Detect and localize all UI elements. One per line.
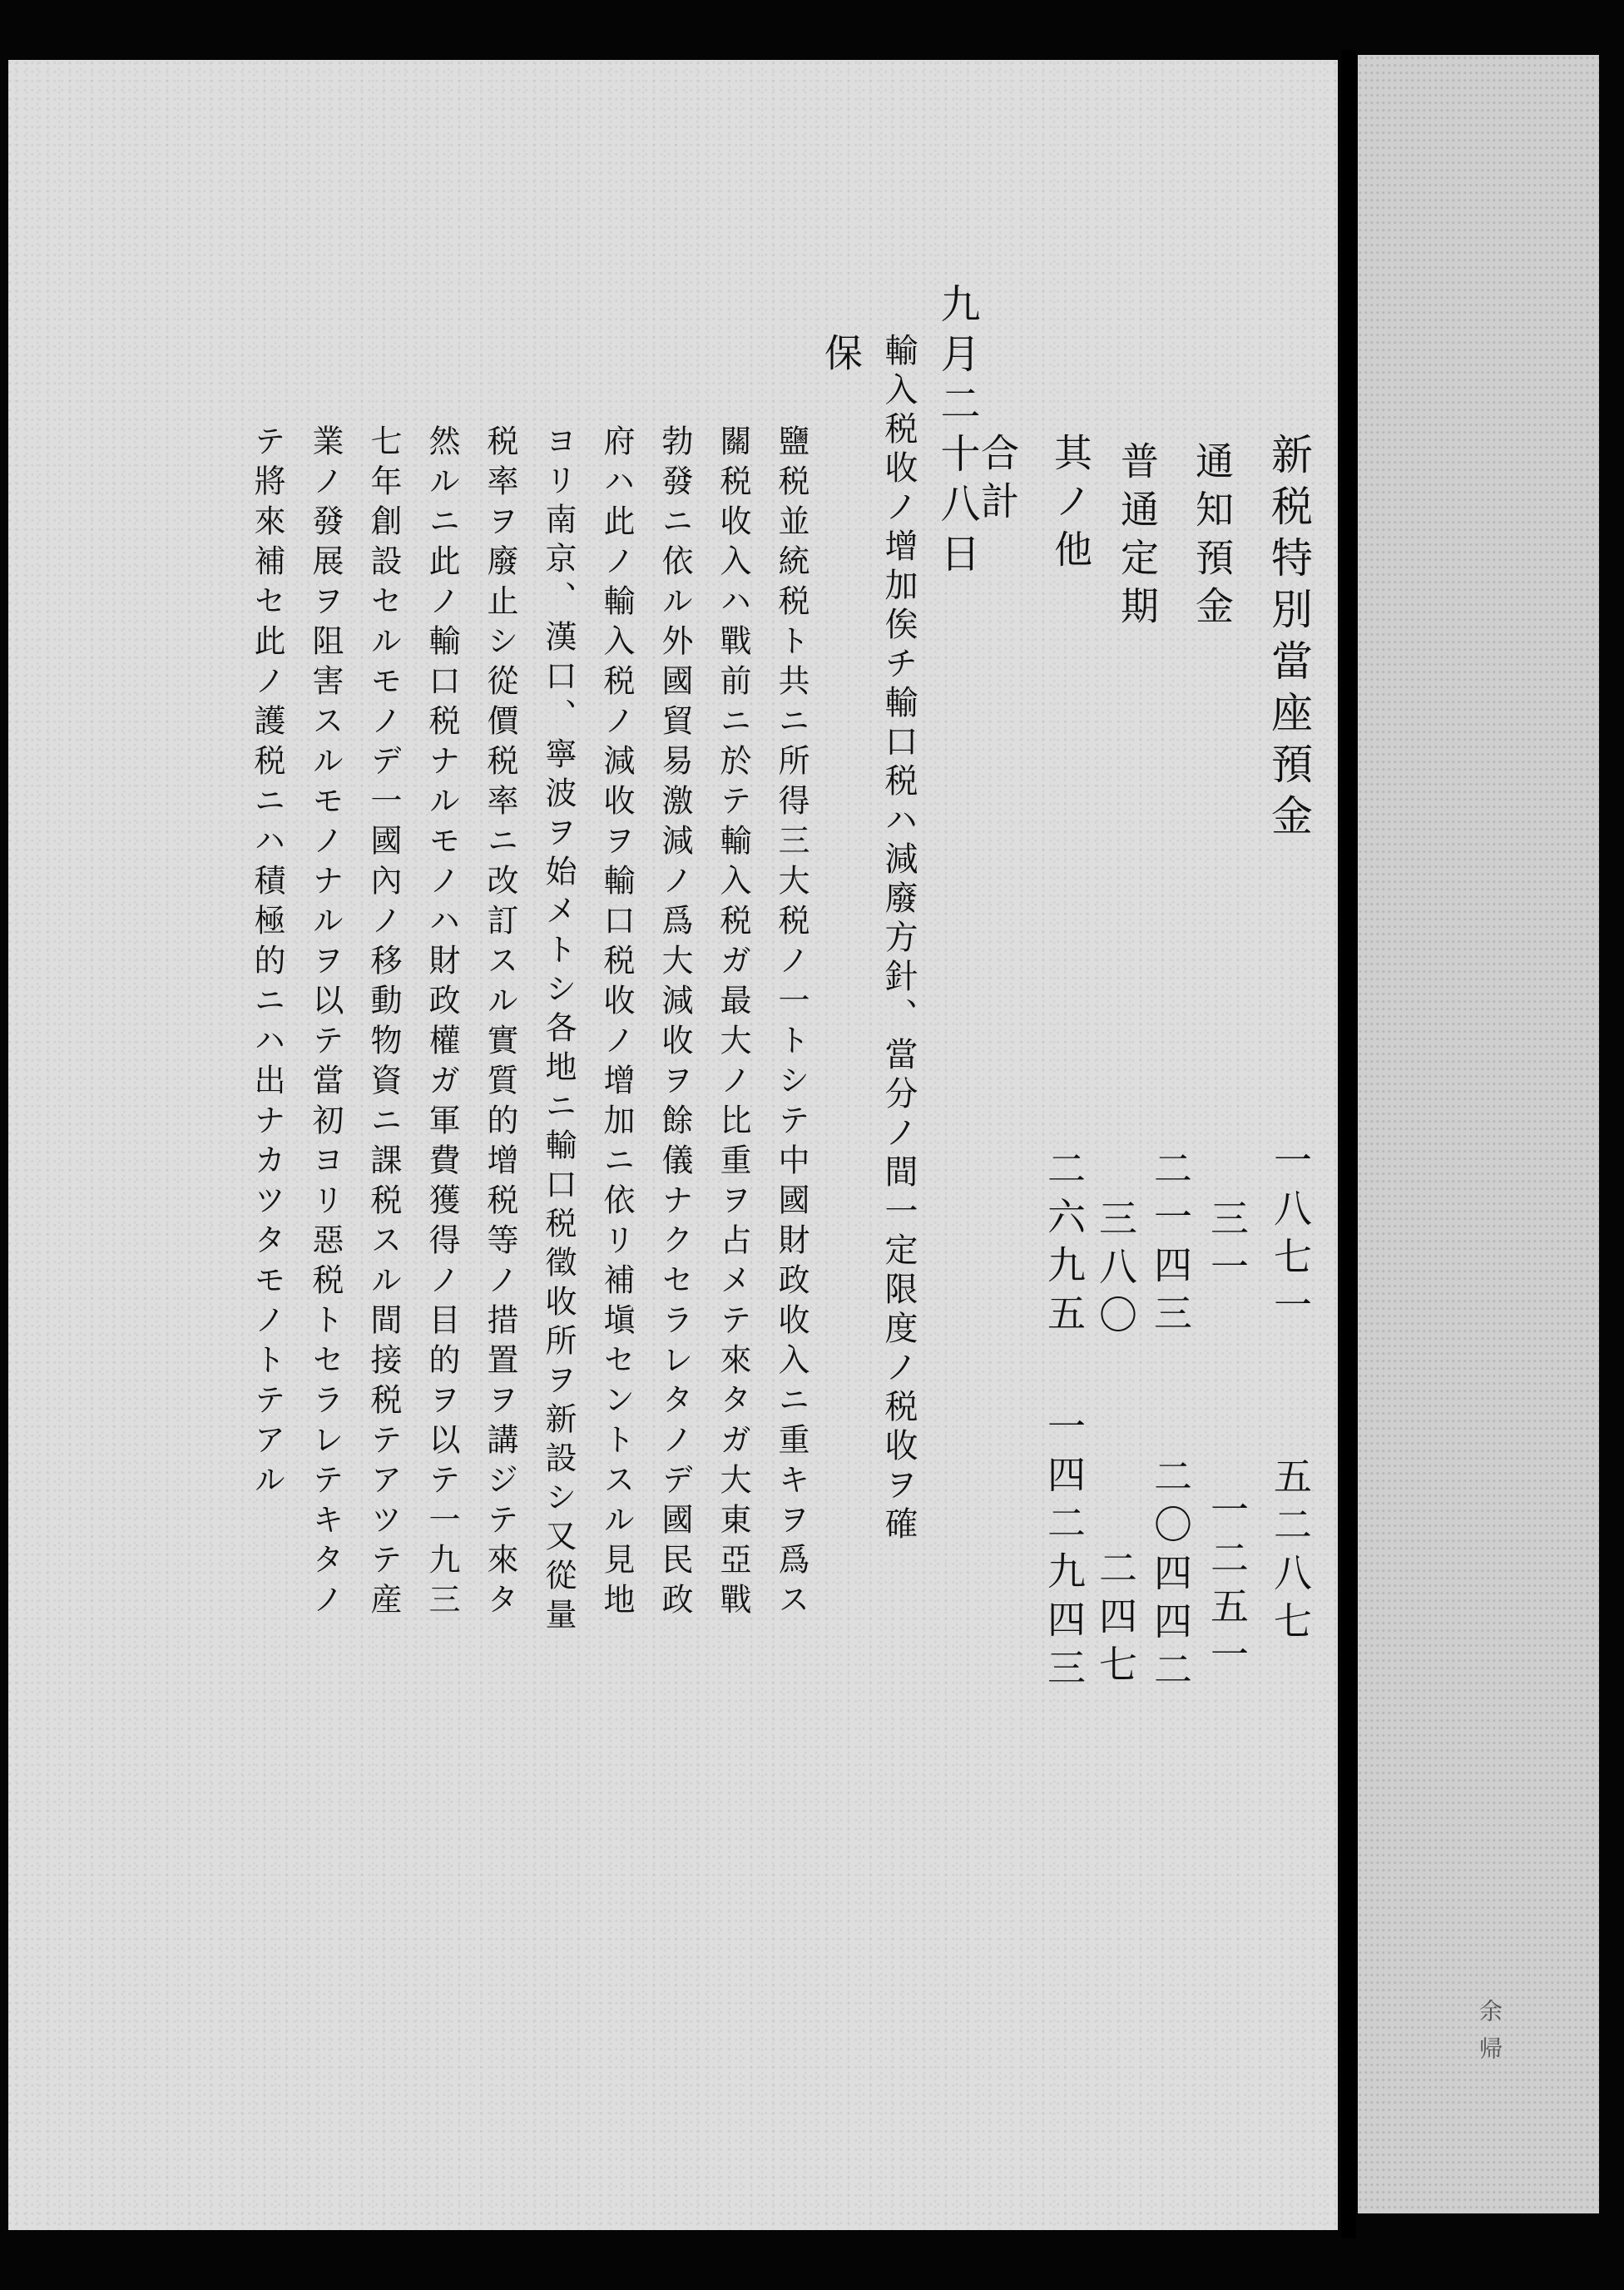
- body-column: テ將來補セ此ノ護税ニハ積極的ニハ出ナカツタモノトテアル: [249, 424, 285, 1503]
- body-column: 七年創設セルモノデ一國內ノ移動物資ニ課税スル間接税テアツテ産: [365, 424, 402, 1623]
- table-value: 一二五一: [1205, 1489, 1250, 1683]
- body-column: 關税收入ハ戰前ニ於テ輸入税ガ最大ノ比重ヲ占メテ來タガ大東亞戰: [715, 424, 751, 1623]
- table-row-label: 其ノ他: [1048, 433, 1093, 577]
- table-value: 五二八七: [1268, 1456, 1313, 1649]
- table-value: 二〇四四二: [1148, 1456, 1193, 1698]
- table-value: 一八七一: [1268, 1140, 1313, 1333]
- table-value: 二六九五: [1042, 1148, 1087, 1341]
- margin-mark: 余 帰: [1476, 1999, 1503, 2063]
- body-column: ヨリ南京、漢口、寧波ヲ始メトシ各地ニ輸口税徵收所ヲ新設シ又從量: [540, 424, 577, 1637]
- section-heading: 保: [819, 333, 864, 381]
- binding-gutter: [1341, 50, 1356, 2238]
- table-row-label: 普通定期: [1115, 441, 1160, 634]
- table-row-label: 通知預金: [1190, 441, 1235, 634]
- date-heading: 九月二十八日: [933, 283, 980, 582]
- table-value: 二一四三: [1148, 1148, 1193, 1341]
- body-column: 税率ヲ廢止シ從價税率ニ改訂スル實質的增税等ノ措置ヲ講ジテ來タ: [482, 424, 518, 1623]
- table-value: 三一: [1205, 1198, 1250, 1295]
- body-column: 勃發ニ依ル外國貿易激減ノ爲大減收ヲ餘儀ナクセラレタノデ國民政: [656, 424, 693, 1623]
- table-value: 二四七: [1093, 1548, 1138, 1693]
- adjacent-page-edge: [1358, 55, 1599, 2213]
- body-column: 然ルニ此ノ輸口税ナルモノハ財政權ガ軍費獲得ノ目的ヲ以テ一九三: [423, 424, 460, 1623]
- body-column: 府ハ此ノ輸入税ノ減收ヲ輸口税收ノ增加ニ依リ補塡セントスル見地: [598, 424, 635, 1623]
- section-heading: 輸入税收ノ增加俟チ輸口税ハ減廢方針、當分ノ間一定限度ノ税收ヲ確: [879, 333, 918, 1545]
- body-column: 業ノ發展ヲ阻害スルモノナルヲ以テ當初ヨリ惡税トセラレテキタノ: [307, 424, 344, 1623]
- table-value: 一四二九四三: [1042, 1406, 1087, 1696]
- table-heading: 新税特別當座預金: [1265, 433, 1313, 845]
- table-value: 三八〇: [1093, 1198, 1138, 1343]
- body-column: 鹽税並統税ト共ニ所得三大税ノ一トシテ中國財政收入ニ重キヲ爲ス: [773, 424, 810, 1623]
- table-total-label: 合計: [975, 433, 1020, 529]
